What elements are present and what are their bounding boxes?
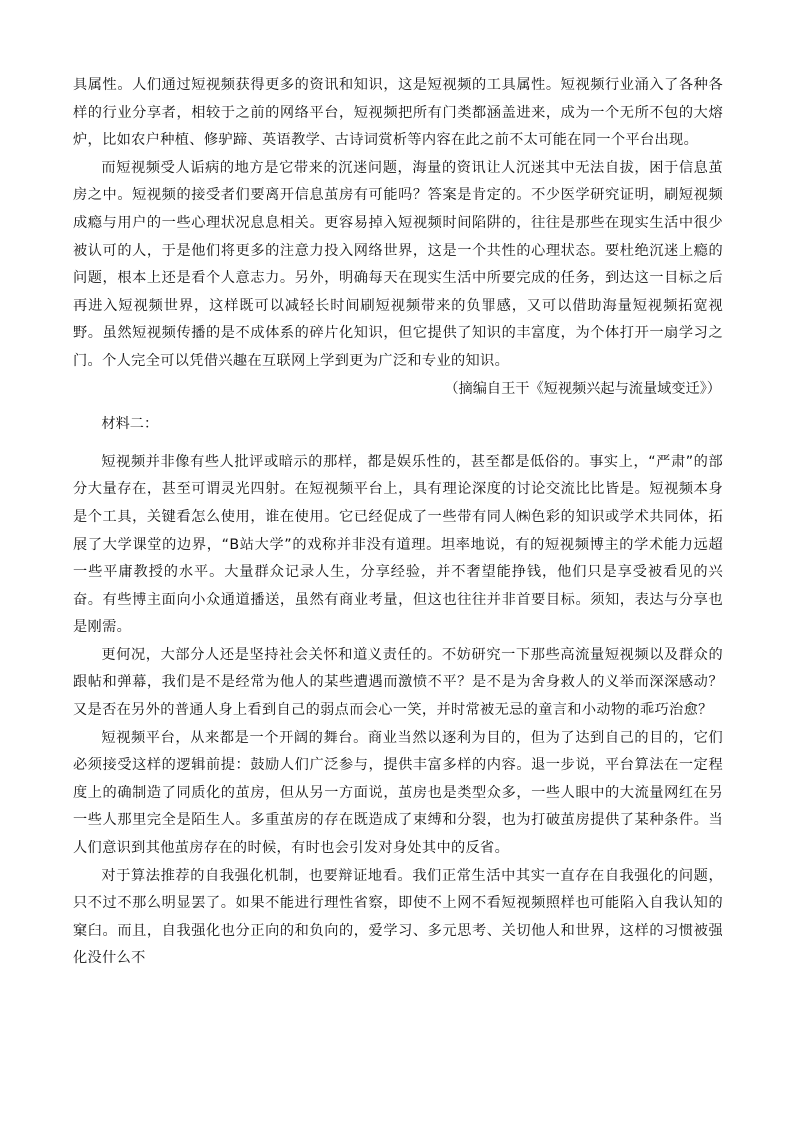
- material1-attribution: （摘编自王干《短视频兴起与流量域变迁》）: [444, 380, 721, 397]
- document-page: [73, 72, 723, 973]
- material2-paragraph-4: 对于算法推荐的自我强化机制，也要辩证地看。我们正常生活中其实一直存在自我强化的问题，只不过不那么明显罢了。如果不能进行理性省察，即使不上网不看短视频照样也可能陷入自我认知的窠臼。而且，自我强化也分正向的和负向的，爱学习、多元思考、关切他人和世界，这样的习惯被强化没什么不: [73, 867, 723, 967]
- material2-heading: 材料二：: [101, 416, 159, 433]
- spacer: [73, 403, 723, 411]
- spacer: [73, 439, 723, 449]
- material2-paragraph-1: 短视频并非像有些人批评或暗示的那样，都是娱乐性的，甚至都是低俗的。事实上，“严肃”的部分大量存在，甚至可谓灵光四射。在短视频平台上，具有理论深度的讨论交流比比皆是。短视频本身是个工具，关键看怎么使用，谁在使用。它已经促成了一些带有同人㈱色彩的知识或学术共同体，拓展了大学课堂的边界，“B站大学”的戏称并非没有道理。坦率地说，有的短视频博主的学术能力远超一些平庸教授的水平。大量群众记录人生，分享经验，并不奢望能挣钱，他们只是享受被看见的兴奋。有些博主面向小众通道播送，虽然有商业考量，但这也往往并非首要目标。须知，表达与分享也是刚需。: [73, 453, 723, 636]
- material2-paragraph-2: 更何况，大部分人还是坚持社会关怀和道义责任的。不妨研究一下那些高流量短视频以及群众的跟帖和弹幕，我们是不是经常为他人的某些遭遇而激愤不平？是不是为舍身救人的义举而深深感动？又是否在另外的普通人身上看到自己的弱点而会心一笑，并时常被无忌的童言和小动物的乖巧治愈？: [73, 646, 723, 719]
- material2-paragraph-3: 短视频平台，从来都是一个开阔的舞台。商业当然以逐利为目的，但为了达到自己的目的，它们必须接受这样的逻辑前提：鼓励人们广泛参与，提供丰富多样的内容。退一步说，平台算法在一定程度上的确制造了同质化的茧房，但从另一方面说，茧房也是类型众多，一些人眼中的大流量网红在另一些人那里完全是陌生人。多重茧房的存在既造成了束缚和分裂，也为打破茧房提供了某种条件。当人们意识到其他茧房存在的时候，有时也会引发对身处其中的反省。: [73, 729, 723, 857]
- material1-paragraph-2: 而短视频受人诟病的地方是它带来的沉迷问题，海量的资讯让人沉迷其中无法自拔，困于信息茧房之中。短视频的接受者们要离开信息茧房有可能吗？答案是肯定的。不少医学研究证明，刷短视频成瘾与用户的一些心理状况息息相关。更容易掉入短视频时间陷阱的，往往是那些在现实生活中很少被认可的人，于是他们将更多的注意力投入网络世界，这是一个共性的心理状态。要杜绝沉迷上瘾的问题，根本上还是看个人意志力。另外，明确每天在现实生活中所要完成的任务，到达这一目标之后再进入短视频世界，这样既可以减轻长时间刷短视频带来的负罪感，又可以借助海量短视频拓宽视野。虽然短视频传播的是不成体系的碎片化知识，但它提供了知识的丰富度，为个体打开一扇学习之门。个人完全可以凭借兴趣在互联网上学到更为广泛和专业的知识。: [73, 159, 723, 369]
- material1-paragraph-1: 具属性。人们通过短视频获得更多的资讯和知识，这是短视频的工具属性。短视频行业涌入了各种各样的行业分享者，相较于之前的网络平台，短视频把所有门类都涵盖进来，成为一个无所不包的大熔炉，比如农户种植、修驴蹄、英语教学、古诗词赏析等内容在此之前不太可能在同一个平台出现。: [73, 77, 723, 149]
